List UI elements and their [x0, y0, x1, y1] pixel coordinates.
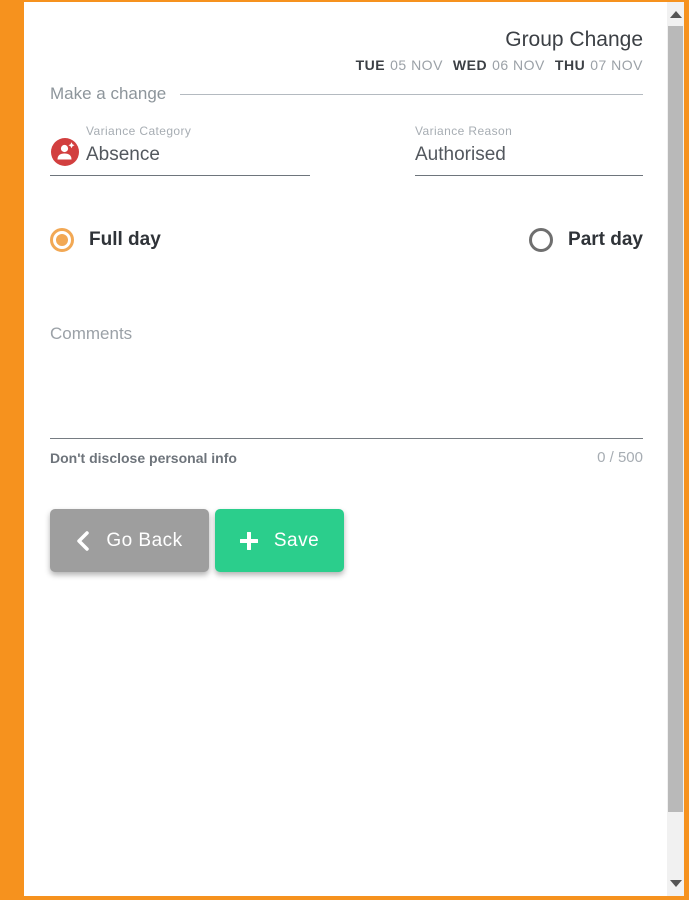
- form-panel: [24, 2, 684, 896]
- date-value: 07 NOV: [590, 57, 643, 73]
- full-day-label: Full day: [89, 229, 161, 250]
- variance-reason-label: Variance Reason: [415, 124, 513, 138]
- section-header: [50, 84, 643, 104]
- chevron-left-icon: [76, 531, 90, 551]
- page-title: Group Change: [505, 28, 643, 51]
- group-change-form: [50, 2, 643, 896]
- date-range: [50, 57, 643, 73]
- date-day: WED: [452, 57, 488, 73]
- comments-helper-text: Don't disclose personal info: [50, 449, 237, 466]
- scrollbar-thumb[interactable]: [668, 26, 683, 812]
- fields-row: [50, 124, 643, 176]
- variance-category-value: Absence: [86, 144, 160, 165]
- date-value: 05 NOV: [390, 57, 443, 73]
- variance-reason-field[interactable]: [415, 124, 643, 176]
- vertical-scrollbar[interactable]: [667, 2, 684, 896]
- comments-helper-row: [50, 449, 643, 466]
- day-type-radio-group: [50, 228, 643, 252]
- date-day: THU: [554, 57, 586, 73]
- plus-icon: [240, 532, 258, 550]
- action-buttons: [50, 509, 344, 572]
- part-day-radio[interactable]: [529, 228, 643, 252]
- part-day-label: Part day: [568, 229, 643, 250]
- variance-category-label: Variance Category: [86, 124, 192, 138]
- scroll-down-arrow-icon[interactable]: [670, 880, 682, 887]
- scroll-up-arrow-icon[interactable]: [670, 11, 682, 18]
- save-button[interactable]: [215, 509, 344, 572]
- date-day: TUE: [355, 57, 386, 73]
- go-back-label: Go Back: [106, 529, 183, 551]
- radio-selected-icon: [50, 228, 74, 252]
- absence-person-icon: [50, 137, 80, 167]
- comments-input[interactable]: [50, 314, 643, 439]
- date-value: 06 NOV: [492, 57, 545, 73]
- section-title: Make a change: [50, 84, 167, 103]
- save-label: Save: [273, 529, 320, 551]
- radio-unselected-icon: [529, 228, 553, 252]
- char-counter: 0 / 500: [597, 449, 643, 466]
- section-divider: [180, 94, 643, 95]
- go-back-button[interactable]: [50, 509, 209, 572]
- variance-category-field[interactable]: [50, 124, 310, 176]
- variance-reason-value: Authorised: [415, 144, 506, 165]
- full-day-radio[interactable]: [50, 228, 161, 252]
